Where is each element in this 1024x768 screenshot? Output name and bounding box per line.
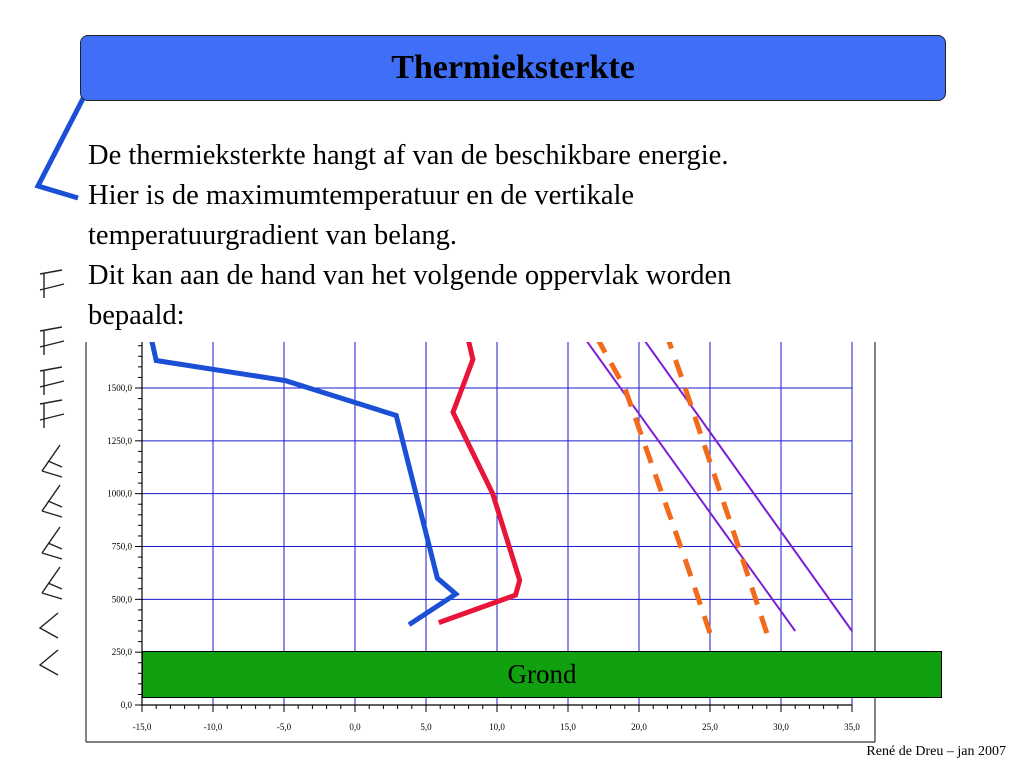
paragraph-line: temperatuurgradient van belang.: [88, 220, 458, 251]
body-text: [88, 136, 888, 336]
x-tick-label: 0,0: [349, 722, 361, 732]
y-tick-label: 1250,0: [107, 435, 132, 446]
x-tick-label: -10,0: [203, 722, 223, 732]
wind-barb-icon: [40, 650, 58, 675]
wind-barb-icon: [42, 485, 62, 517]
y-tick-label: 750,0: [111, 541, 132, 552]
wet_adiabat-line: [665, 329, 767, 633]
wind-barb-stroke: [40, 367, 62, 371]
y-tick-label: 250,0: [111, 647, 132, 658]
wind-barb-stroke: [48, 461, 62, 467]
wind-barb-stroke: [42, 471, 62, 477]
wind-barb-stroke: [40, 327, 62, 331]
paragraph-line: Dit kan aan de hand van het volgende oppervlak worden: [88, 260, 732, 291]
wind-barb-icon: [40, 367, 64, 395]
x-tick-label: 15,0: [560, 722, 576, 732]
y-tick-label: 1500,0: [107, 383, 132, 393]
wind-barb-stroke: [40, 613, 58, 638]
x-tick-label: 5,0: [420, 722, 432, 732]
footer-credit: René de Dreu – jan 2007: [866, 744, 1006, 759]
x-tick-label: -5,0: [276, 722, 292, 732]
title-banner: [80, 35, 946, 101]
wind-barb-icon: [42, 567, 62, 599]
wind-barb-stroke: [48, 543, 62, 549]
wind-barb-icon: [40, 400, 64, 428]
wind-barb-stroke: [42, 511, 62, 517]
dry_adiabat-line: [578, 329, 795, 631]
x-tick-label: 30,0: [773, 722, 789, 732]
wind-barb-stroke: [42, 485, 60, 511]
temperature-line: [439, 329, 520, 623]
x-tick-label: 20,0: [631, 722, 647, 732]
y-tick-label: 1000,0: [107, 488, 132, 499]
dry_adiabat-line: [636, 329, 852, 631]
dewpoint-line: [149, 329, 456, 625]
wind-barb-stroke: [48, 501, 62, 507]
wind-barb-icon: [42, 445, 62, 477]
wind-barb-stroke: [42, 567, 60, 593]
wind-barb-stroke: [40, 270, 62, 274]
wind-barb-stroke: [42, 445, 60, 471]
wind-barb-icon: [40, 613, 58, 638]
paragraph-line: bepaald:: [88, 300, 185, 331]
wind-barb-stroke: [48, 583, 62, 589]
paragraph-line: De thermieksterkte hangt af van de beschikbare energie.: [88, 140, 729, 171]
wind-barb-icon: [40, 327, 64, 355]
page-title: Thermieksterkte: [391, 49, 635, 86]
x-tick-label: -15,0: [132, 722, 152, 732]
wind-barb-icon: [40, 270, 64, 298]
wind-barb-stroke: [42, 553, 62, 559]
y-tick-label: 0,0: [120, 700, 132, 710]
wind-barb-stroke: [40, 650, 58, 675]
x-tick-label: 10,0: [489, 722, 505, 732]
wind-barb-stroke: [42, 527, 60, 553]
paragraph-line: Hier is de maximumtemperatuur en de vertikale: [88, 180, 635, 211]
wind-barb-icon: [42, 527, 62, 559]
x-tick-label: 35,0: [844, 722, 860, 732]
x-tick-label: 25,0: [702, 722, 718, 732]
y-tick-label: 500,0: [111, 594, 132, 605]
wind-barb-stroke: [42, 593, 62, 599]
ground-label: Grond: [142, 651, 942, 698]
wind-barb-stroke: [40, 400, 62, 404]
